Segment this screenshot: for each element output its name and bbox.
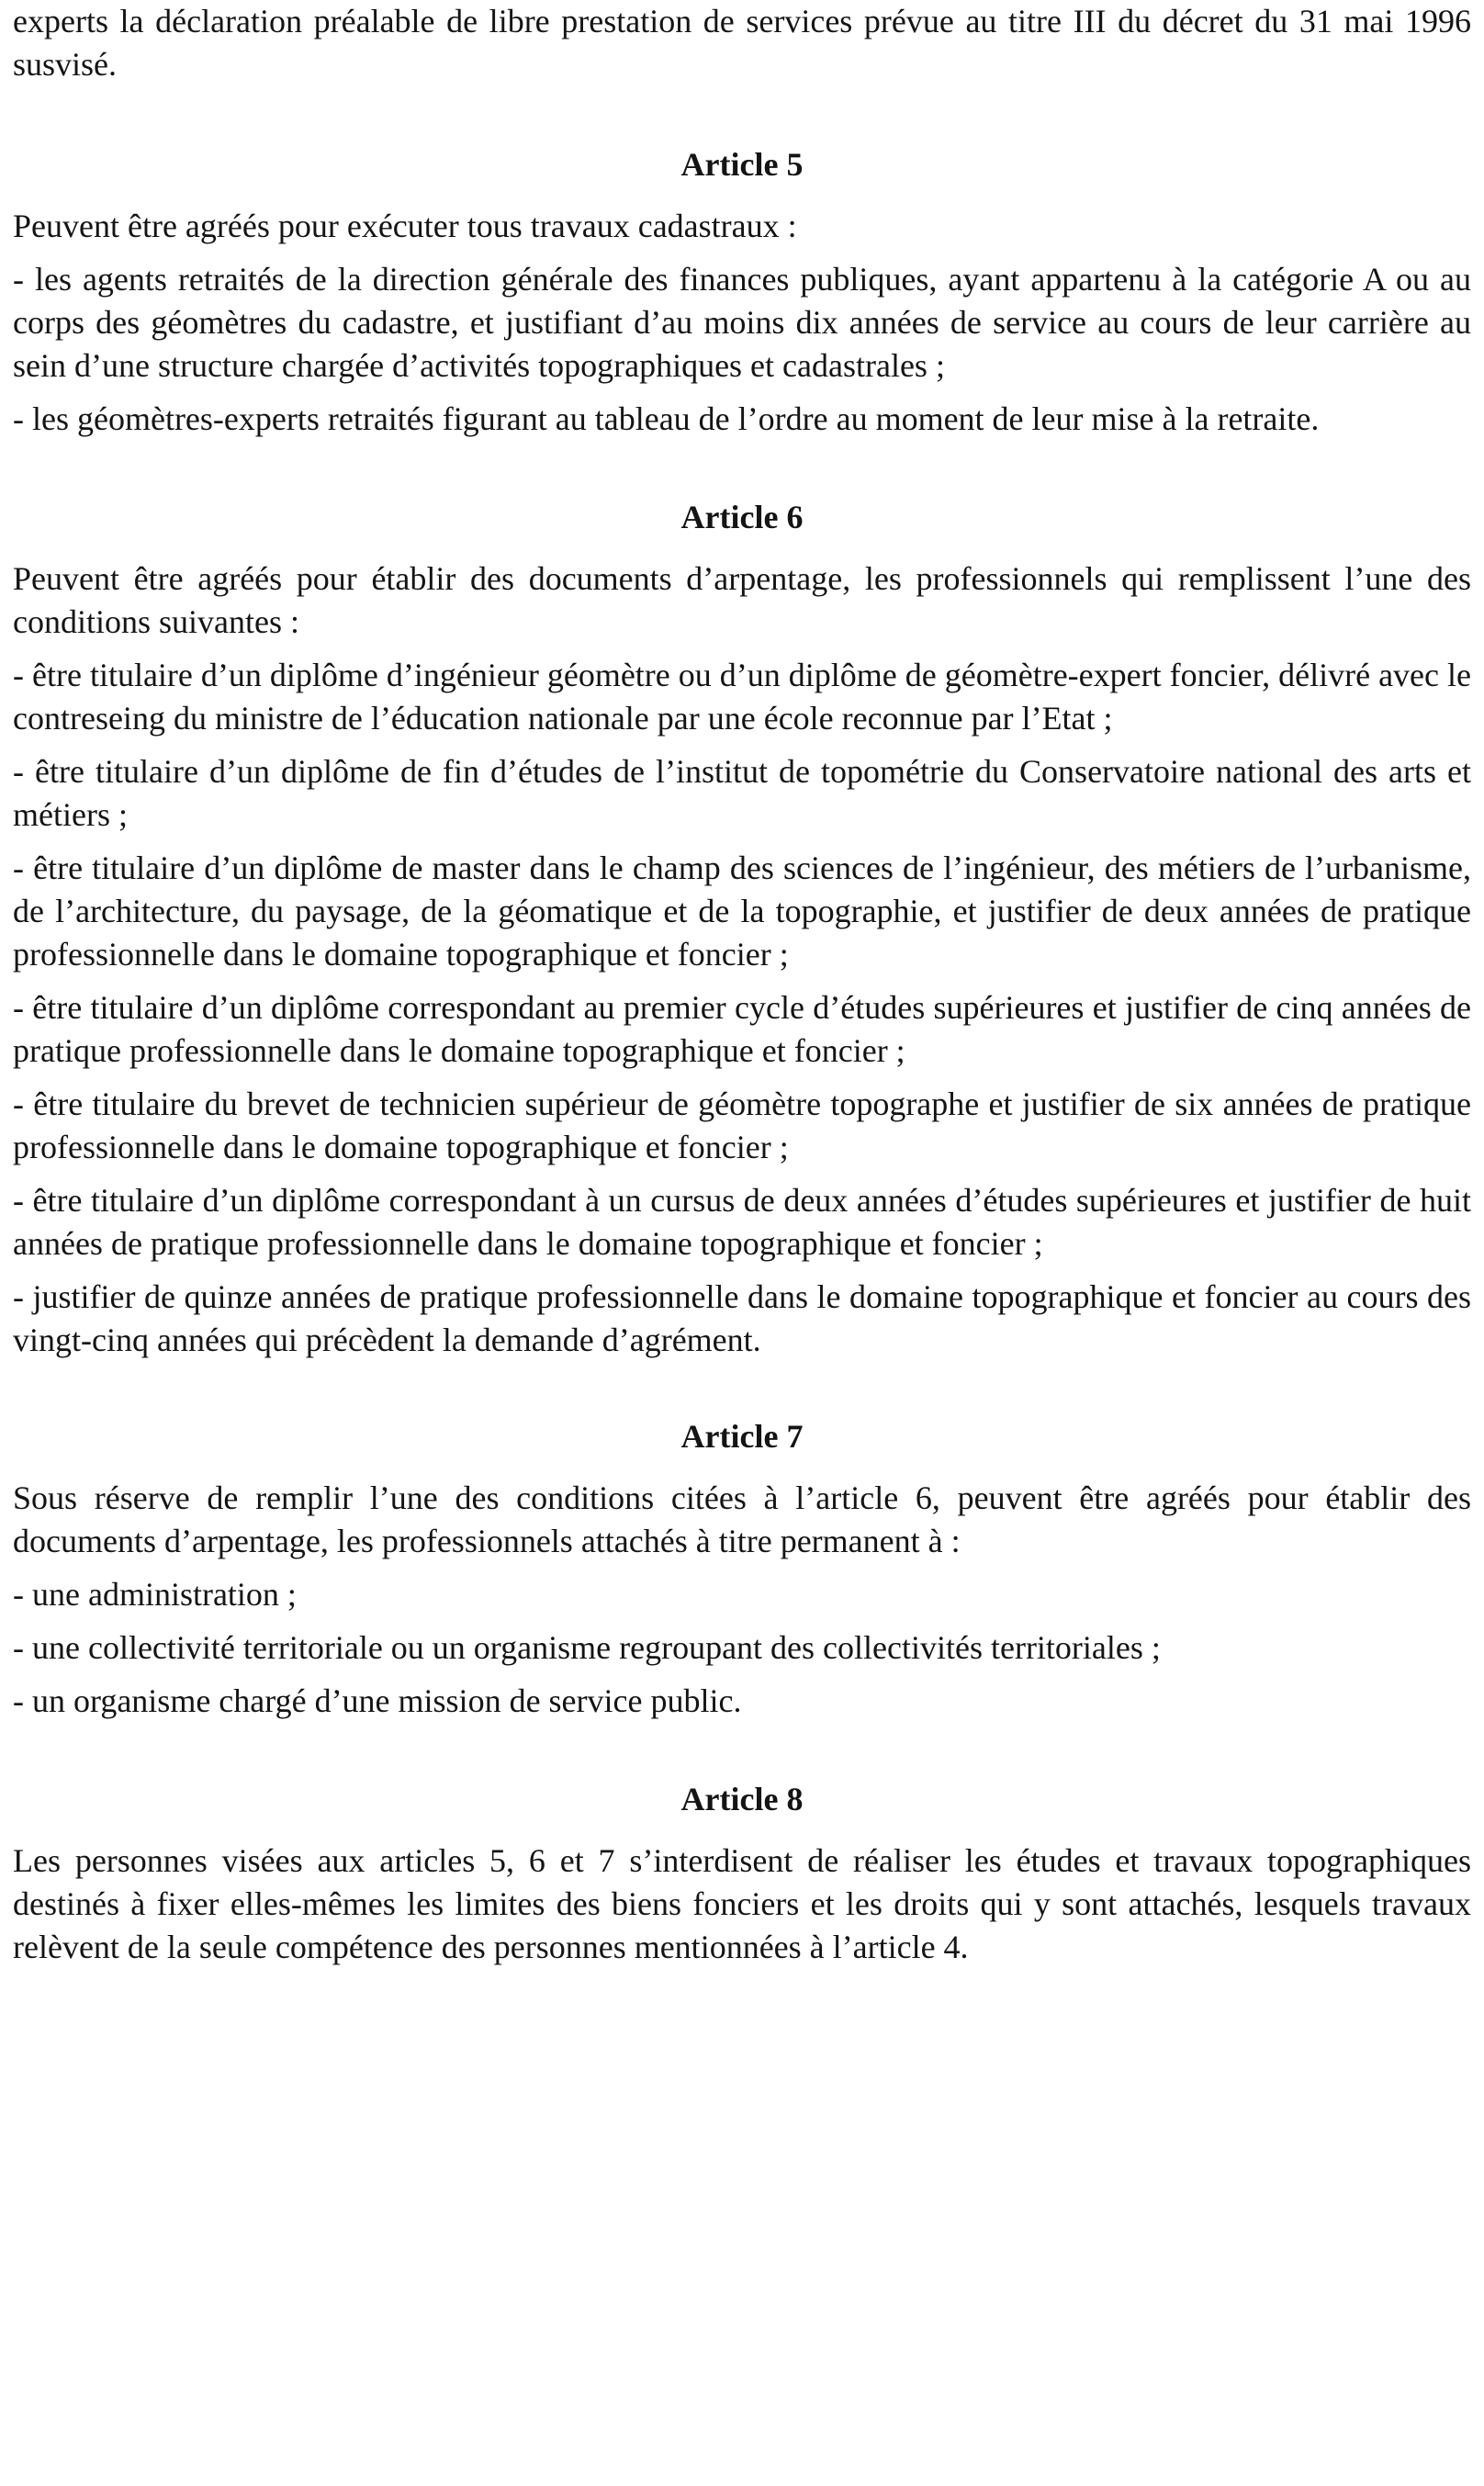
article-7-item: - une administration ; <box>13 1576 297 1613</box>
article-8-heading: Article 8 <box>680 1781 804 1817</box>
article-7-lead: Sous réserve de remplir l’une des conditions citées à l’article 6, peuvent être agréés pour établir des documents d’arpentage, les professionnels attachés à titre permanent à : <box>13 1479 1471 1559</box>
article-6-item: - être titulaire d’un diplôme de master dans le champ des sciences de l’ingénieur, des métiers de l’urbanisme, de l’architecture, du paysage, de la géomatique et de la topographie, et justifier de deux années de pratique professionnelle dans le domaine topographique et foncier ; <box>13 849 1471 973</box>
article-5 <box>13 143 1471 441</box>
article-6 <box>13 496 1471 1362</box>
article-8 <box>13 1778 1471 1969</box>
article-5-item: - les agents retraités de la direction générale des finances publiques, ayant appartenu à la catégorie A ou au corps des géomètres du cadastre, et justifiant d’au moins dix années de service au cours de leur carrière au sein d’une structure chargée d’activités topographiques et cadastrales ; <box>13 261 1471 384</box>
article-6-lead: Peuvent être agréés pour établir des documents d’arpentage, les professionnels qui remplissent l’une des conditions suivantes : <box>13 560 1471 640</box>
article-6-item: - être titulaire d’un diplôme correspondant à un cursus de deux années d’études supérieures et justifier de huit années de pratique professionnelle dans le domaine topographique et foncier ; <box>13 1182 1471 1262</box>
article-7 <box>13 1415 1471 1723</box>
article-8-paragraph: Les personnes visées aux articles 5, 6 et 7 s’interdisent de réaliser les études et travaux topographiques destinés à fixer elles-mêmes les limites des biens fonciers et les droits qui y sont attachés, lesquels travaux relèvent de la seule compétence des personnes mentionnées à l’article 4. <box>13 1842 1471 1965</box>
intro-paragraph: experts la déclaration préalable de libre prestation de services prévue au titre III du décret du 31 mai 1996 susvisé. <box>13 3 1471 83</box>
article-7-item: - une collectivité territoriale ou un organisme regroupant des collectivités territoriales ; <box>13 1629 1161 1666</box>
article-6-heading: Article 6 <box>680 499 804 535</box>
article-5-item: - les géomètres-experts retraités figurant au tableau de l’ordre au moment de leur mise à la retraite. <box>13 400 1320 437</box>
article-5-lead: Peuvent être agréés pour exécuter tous travaux cadastraux : <box>13 208 797 244</box>
article-7-heading: Article 7 <box>680 1418 804 1455</box>
article-7-item: - un organisme chargé d’une mission de service public. <box>13 1682 742 1719</box>
document-page <box>13 0 1471 1969</box>
article-6-item: - être titulaire d’un diplôme correspondant au premier cycle d’études supérieures et justifier de cinq années de pratique professionnelle dans le domaine topographique et foncier ; <box>13 989 1471 1069</box>
article-6-item: - être titulaire du brevet de technicien supérieur de géomètre topographe et justifier de six années de pratique professionnelle dans le domaine topographique et foncier ; <box>13 1086 1471 1165</box>
article-6-item: - être titulaire d’un diplôme de fin d’études de l’institut de topométrie du Conservatoire national des arts et métiers ; <box>13 753 1471 833</box>
spacer <box>13 86 1471 143</box>
article-5-heading: Article 5 <box>680 146 804 183</box>
article-6-item: - justifier de quinze années de pratique professionnelle dans le domaine topographique et foncier au cours des vingt-cinq années qui précèdent la demande d’agrément. <box>13 1278 1471 1358</box>
article-6-item: - être titulaire d’un diplôme d’ingénieur géomètre ou d’un diplôme de géomètre-expert foncier, délivré avec le contreseing du ministre de l’éducation nationale par une école reconnue par l’Etat ; <box>13 657 1471 737</box>
